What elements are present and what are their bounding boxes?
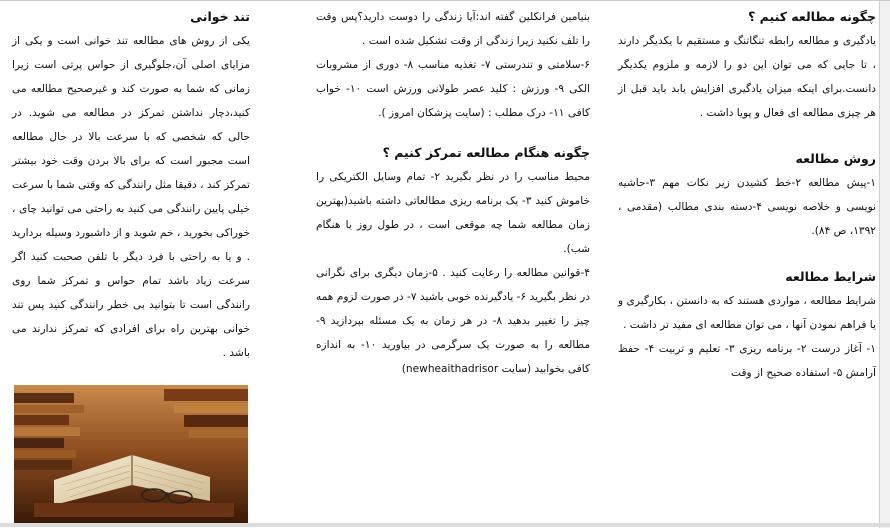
books-image bbox=[14, 385, 248, 523]
heading-speed-reading: تند خوانی bbox=[190, 9, 250, 24]
paragraph-speed-reading: یکی از روش های مطالعه تند خوانی است و یکی از مزایای اصلی آن،جلوگیری از حواس پرتی است زیرا زمانی که شما به صورت کند و غیرصحیح مطالعه می کنید،دچار نداشتن تمرکز در مطالعه می شوید. در حالی که شخصی که با سرعت بالا در حال مطالعه است مجبور است که برای بالا بردن وقت خود بیشتر تمرکز کند ، دقیقا مثل رانندگی که وقتی شما با سرعت خیلی پایین رانندگی می کنید به راحتی می توانید چای ، خوراکی بخورید ، خم شوید و از داشبورد وسیله بردارید . و یا به راحتی با فرد دیگر با تلفن صحبت کنید اگر سرعت زیاد باشد تمام حواس و تمرکز شما روی رانندگی است تا بتوانید بی خطر رانندگی کنید پس تند خوانی بهترین راه برای افرادی که تمرکز ندارند می باشد . bbox=[12, 35, 250, 359]
heading-focus: چگونه هنگام مطالعه تمرکز کنیم ؟ bbox=[382, 145, 590, 160]
middle-column bbox=[316, 5, 590, 381]
paragraph-focus-tips: محیط مناسب را در نظر بگیرید ۲- تمام وسایل الکتریکی را خاموش کنید ۳- یک برنامه ریزی مطالعاتی داشته باشید(بهترین زمان مطالعه شما چه موقعی است ، در طول روز یا هنگام شب). bbox=[316, 171, 590, 255]
paragraph-study-method: ۱-پیش مطالعه ۲-خط کشیدن زیر نکات مهم ۳-حاشیه نویسی و خلاصه نویسی ۴-دسته بندی مطالب (مقدمی ، ۱۳۹۲، ص ۸۴). bbox=[618, 177, 876, 237]
paragraph-conditions-list: ۱- آغاز درست ۲- برنامه ریزی ۳- تعلیم و تربیت ۴- حفظ آرامش ۵- استفاده صحیح از وقت bbox=[618, 343, 876, 379]
heading-study-conditions: شرایط مطالعه bbox=[785, 269, 876, 284]
right-column bbox=[618, 5, 876, 385]
heading-how-to-study: چگونه مطالعه کنیم ؟ bbox=[748, 9, 876, 24]
paragraph-study-rules: ۴-قوانین مطالعه را رعایت کنید . ۵-زمان دیگری برای نگرانی در نظر بگیرید ۶- یادگیرنده خوبی باشید ۷- در صورت لزوم همه چیز را تغییر بدهید ۸- در هر زمان به یک مسئله بپردازید ۹- مطالعه را به صورت یک سرگرمی در بیاورید ۱۰- به اندازه کافی بخوابید (سایت newheaithadrisor) bbox=[316, 267, 591, 375]
paragraph-health-list: ۶-سلامتی و تندرستی ۷- تغذیه مناسب ۸- دوری از مشروبات الکی ۹- ورزش : کلید عصر طولانی ورزش است ۱۰- خواب کافی ۱۱- درک مطلب : (سایت پزشکان امروز ). bbox=[316, 59, 591, 119]
left-column bbox=[12, 5, 250, 365]
paragraph-franklin-quote: بنیامین فرانکلین گفته اند:آیا زندگی را دوست دارید؟پس وقت را تلف نکنید زیرا زندگی از وقت تشکیل شده است . bbox=[316, 11, 590, 47]
paragraph-study-intro: یادگیری و مطالعه رابطه تنگاتنگ و مستقیم با یکدیگر دارند ، تا جایی که می توان این دو را لازمه و ملزوم یکدیگر دانست.برای اینکه میزان یادگیری افزایش یابد باید قبل از هر چیزی مطالعه ای فعال و پویا داشت . bbox=[618, 35, 876, 119]
page-edge bbox=[879, 1, 890, 528]
heading-study-method: روش مطالعه bbox=[795, 151, 876, 166]
bottom-edge bbox=[0, 523, 890, 527]
paragraph-study-conditions: شرایط مطالعه ، مواردی هستند که به دانستن ، بکارگیری و یا فراهم نمودن آنها ، می توان مطالعه ای مفید تر داشت . bbox=[618, 295, 876, 331]
